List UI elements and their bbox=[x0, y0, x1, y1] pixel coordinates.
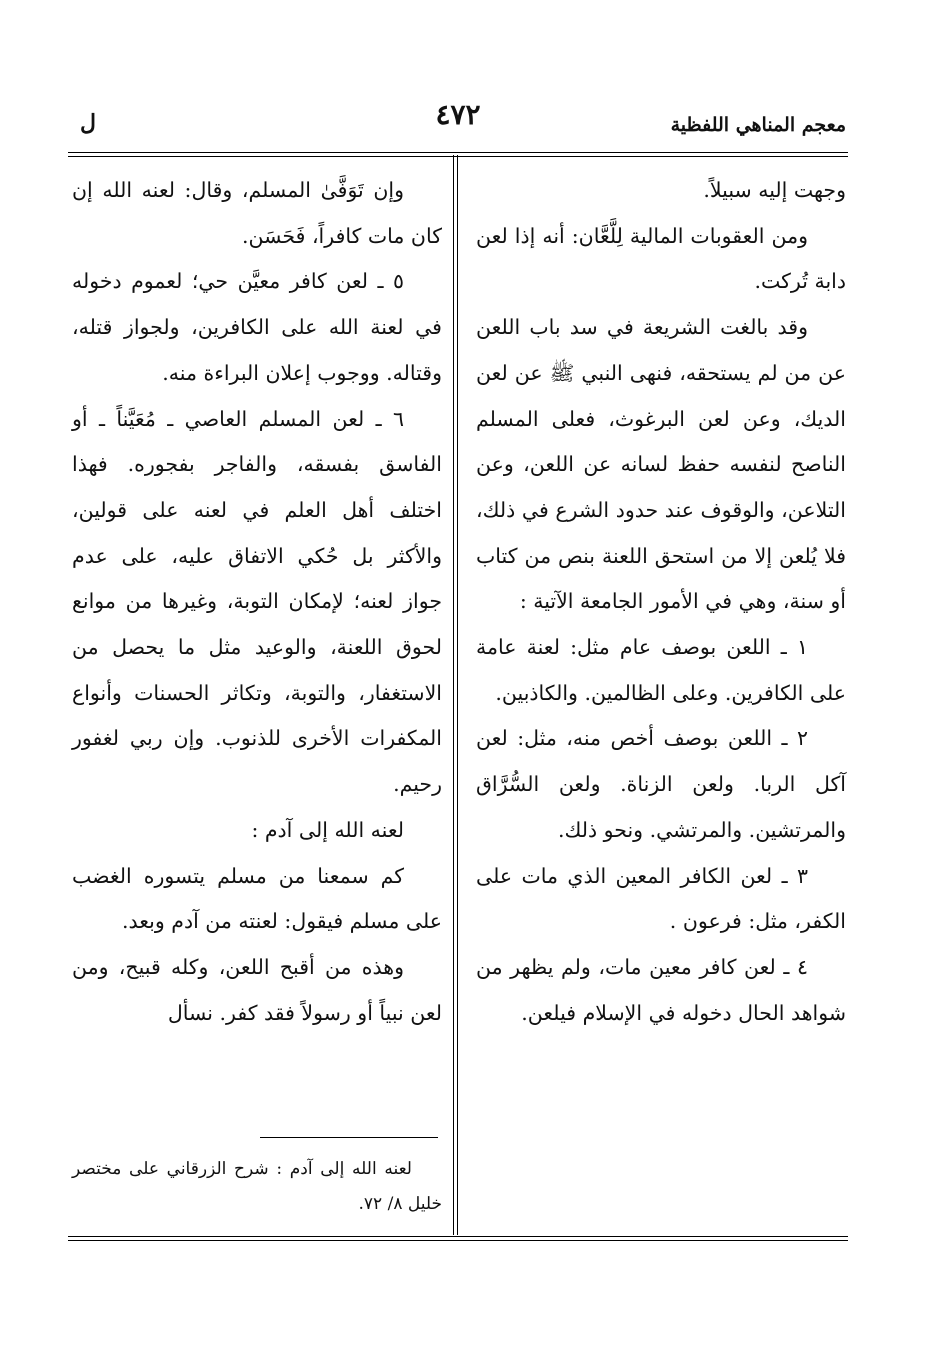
footnote-text: لعنه الله إلى آدم : شرح الزرقاني على مختصر خليل ٨/ ٧٢. bbox=[72, 1159, 442, 1214]
book-title: معجم المناهي اللفظية bbox=[670, 114, 846, 136]
paragraph: وجهت إليه سبيلاً. bbox=[703, 178, 846, 202]
paragraph: ومن العقوبات المالية لِلَّعَّان: أنه إذا لعن دابة تُركت. bbox=[476, 223, 846, 294]
footer-rule bbox=[68, 1236, 848, 1237]
list-item: ٤ ـ لعن كافر معين مات، ولم يظهر من شواهد الحال دخوله في الإسلام فيلعن. bbox=[476, 954, 846, 1025]
header-rule-inner bbox=[68, 156, 848, 157]
header-rule bbox=[68, 152, 848, 153]
list-item: ١ ـ اللعن بوصف عام مثل: لعنة عامة على الكافرين. وعلى الظالمين. والكاذبين. bbox=[476, 635, 846, 705]
paragraph: كم سمعنا من مسلم يتسوره الغضب على مسلم فيقول: لعنته من آدم وبعد. bbox=[72, 863, 442, 934]
sub-heading: لعنه الله إلى آدم : bbox=[251, 817, 404, 842]
left-column bbox=[72, 168, 442, 1036]
list-item: ٦ ـ لعن المسلم العاصي ـ مُعَيَّناً ـ أو الفاسق بفسقه، والفاجر بفجوره. فهذا اختلف أهل العلم في لعنه على قولين، والأكثر بل حُكي الاتفاق عليه، على عدم جواز لعنه؛ لإمكان التوبة، وغيرها من موانع لحوق اللعنة، والوعيد مثل ما يحصل من الاستغفار، والتوبة، وتكاثر الحسنات وأنواع المكفرات الأخرى للذنوب. وإن ربي لغفور رحيم. bbox=[72, 406, 442, 797]
column-divider bbox=[453, 155, 454, 1235]
paragraph: وهذه من أقبح اللعن، وكله قبيح، ومن لعن نبياً أو رسولاً فقد كفر. نسأل bbox=[72, 954, 442, 1025]
footnote-rule bbox=[260, 1137, 438, 1138]
footnote bbox=[72, 1152, 442, 1222]
list-item: ٥ ـ لعن كافر معيَّن حي؛ لعموم دخوله في لعنة الله على الكافرين، ولجواز قتله، وقتاله. ووجوب إعلان البراءة منه. bbox=[72, 269, 442, 385]
paragraph: وقد بالغت الشريعة في سد باب اللعن عن من لم يستحقه، فنهى النبي ﷺ عن لعن الديك، وعن لعن البرغوث، فعلى المسلم الناصح لنفسه حفظ لسانه عن اللعن، وعن التلاعن، والوقوف عند حدود الشرع في ذلك، فلا يُلعن إلا من استحق اللعنة بنص من كتاب أو سنة، وهي في الأمور الجامعة الآتية : bbox=[476, 315, 846, 614]
page-number: ٤٧٢ bbox=[435, 98, 481, 131]
list-item: ٢ ـ اللعن بوصف أخص منه، مثل: لعن آكل الربا. ولعن الزناة. ولعن السُّرَّاق والمرتشين. والمرتشي. ونحو ذلك. bbox=[476, 726, 846, 842]
paragraph: وإن تَوَفَّىٰ المسلم، وقال: لعنه الله إن كان مات كافراً، فَحَسَن. bbox=[72, 178, 442, 248]
footer-rule-inner bbox=[68, 1240, 848, 1241]
section-letter: ل bbox=[80, 110, 96, 136]
column-divider-inner bbox=[457, 155, 458, 1235]
page-header bbox=[70, 96, 846, 146]
right-column bbox=[476, 168, 846, 1036]
list-item: ٣ ـ لعن الكافر المعين الذي مات على الكفر، مثل: فرعون . bbox=[476, 863, 846, 934]
